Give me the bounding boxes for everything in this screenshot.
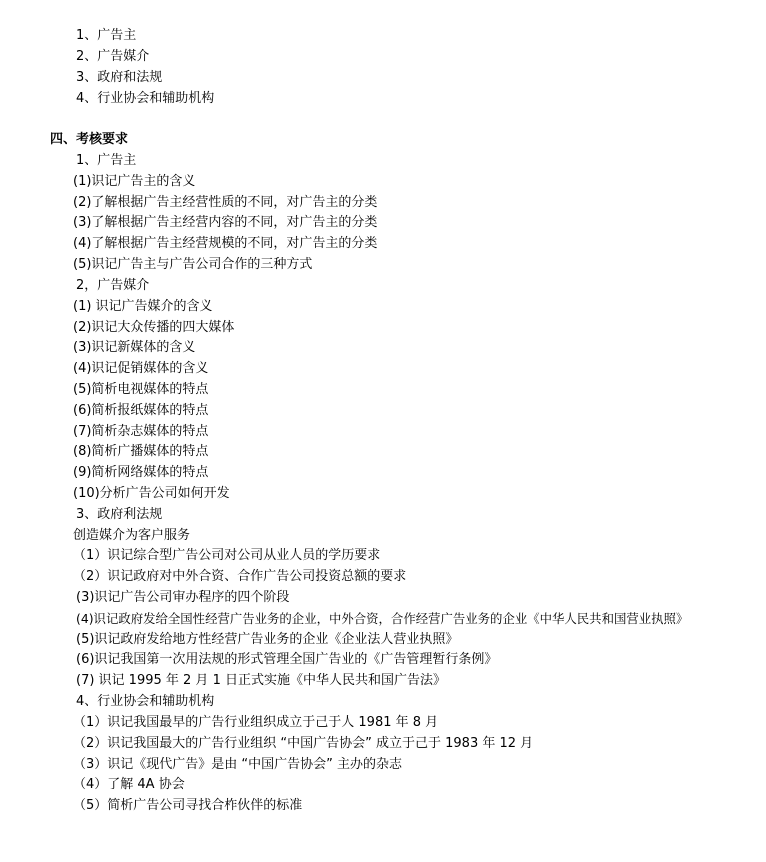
requirement-line: (3)识记新媒体的含义 (73, 340, 196, 355)
subsection-heading-associations: 4、行业协会和辅助机构 (76, 694, 215, 709)
subsection-heading-advertiser: 1、广告主 (76, 153, 137, 168)
requirement-line: (7) 识记 1995 年 2 月 1 日正式实施《中华人民共和国广告法》 (76, 673, 446, 688)
intro-item-2: 2、广告媒介 (76, 49, 150, 64)
intro-item-3: 3、政府和法规 (76, 70, 163, 85)
requirement-line: (3)识记广告公司审办程序的四个阶段 (76, 590, 290, 605)
requirement-line: (9)简析网络媒体的特点 (73, 465, 209, 480)
requirement-line: (1) 识记广告媒介的含义 (73, 299, 213, 314)
requirement-line: (7)简析杂志媒体的特点 (73, 424, 209, 439)
requirement-line: (1)识记广告主的含义 (73, 174, 196, 189)
requirement-line: (4)了解根据广告主经营规模的不同，对广告主的分类 (73, 236, 378, 251)
requirement-line: (2)了解根据广告主经营性质的不同，对广告主的分类 (73, 195, 378, 210)
requirement-line: (3)了解根据广告主经营内容的不同，对广告主的分类 (73, 215, 378, 230)
section-title: 四、考核要求 (50, 132, 129, 147)
requirement-line: (2)识记大众传播的四大媒体 (73, 320, 235, 335)
subsection-heading-media: 2，广告媒介 (76, 278, 150, 293)
requirement-line: (8)简析广播媒体的特点 (73, 444, 209, 459)
requirement-line: （2）识记我国最大的广告行业组织 “中国广告协会” 成立于己于 1983 年 12 月 (73, 736, 534, 751)
requirement-line: （2）识记政府对中外合资、合作广告公司投资总额的要求 (73, 569, 407, 584)
requirement-line: 创造媒介为客户服务 (73, 528, 191, 543)
requirement-line: (4)识记政府发给全国性经营广告业务的企业，中外合资，合作经营广告业务的企业《中华人民共和国营业执照》 (76, 611, 689, 626)
requirement-line: （1）识记综合型广告公司对公司从业人员的学历要求 (73, 548, 381, 563)
requirement-line: (4)识记促销媒体的含义 (73, 361, 209, 376)
requirement-line: (5)简析电视媒体的特点 (73, 382, 209, 397)
subsection-heading-government: 3、政府利法规 (76, 507, 163, 522)
requirement-line: （5）简析广告公司寻找合柞伙伴的标准 (73, 798, 303, 813)
requirement-line: （3）识记《现代广告》是由 “中国广告协会” 主办的杂志 (73, 757, 403, 772)
requirement-line: (10)分析广告公司如何开发 (73, 486, 230, 501)
intro-item-4: 4、行业协会和辅助机构 (76, 91, 215, 106)
requirement-line: (6)简析报纸媒体的特点 (73, 403, 209, 418)
requirement-line: (6)识记我国第一次用法规的形式管理全国广告业的《广告管理暂行条例》 (76, 652, 498, 667)
intro-item-1: 1、广告主 (76, 28, 137, 43)
requirement-line: (5)识记政府发给地方性经营广告业务的企业《企业法人营业执照》 (76, 632, 459, 647)
requirement-line: (5)识记广告主与广告公司合作的三种方式 (73, 257, 313, 272)
requirement-line: （1）识记我国最早的广告行业组织成立于己于人 1981 年 8 月 (73, 715, 439, 730)
requirement-line: （4）了解 4A 协会 (73, 777, 185, 792)
